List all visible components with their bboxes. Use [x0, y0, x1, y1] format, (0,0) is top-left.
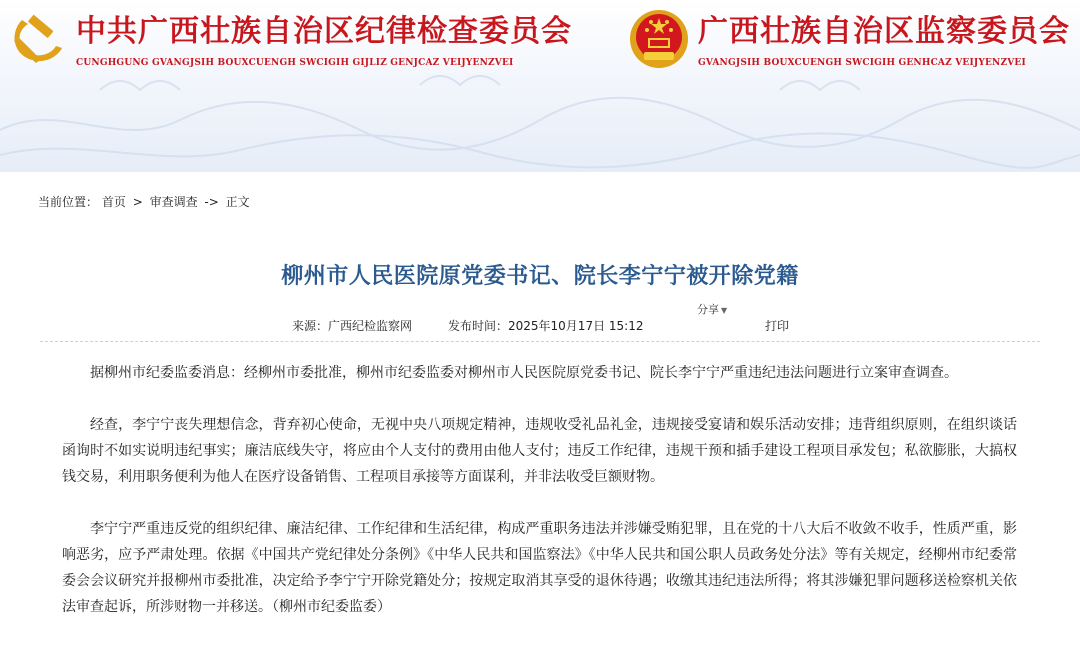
breadcrumb-section-link[interactable]: 审查调查	[149, 195, 198, 209]
supervisory-commission-subtitle: GVANGJSIH BOUXCUENGH SWCIGIH GENHCAZ VEIJYENZVEI	[698, 58, 1026, 68]
breadcrumb-separator: ->	[204, 195, 219, 209]
hammer-sickle-emblem-icon	[6, 8, 68, 70]
supervisory-commission-title: 广西壮族自治区监察委员会	[698, 14, 1070, 49]
breadcrumb	[38, 194, 250, 210]
article-body	[62, 412, 1017, 504]
article-title: 柳州市人民医院原党委书记、院长李宁宁被开除党籍	[281, 264, 799, 289]
share-label: 分享	[697, 303, 719, 316]
article-paragraph: 李宁宁严重违反党的组织纪律、廉洁纪律、工作纪律和生活纪律，构成严重职务违法并涉嫌受贿犯罪，且在党的十八大后不收敛不收手，性质严重，影响恶劣，应予严肃处理。依据《中国共产党纪律处分条例》《中华人民共和国监察法》《中华人民共和国公职人员政务处分法》等有关规定，经柳州市纪委常委会会议研究并报柳州市委批准，决定给予李宁宁开除党籍处分；按规定取消其享受的退休待遇；收缴其违纪违法所得；将其涉嫌犯罪问题移送检察机关依法审查起诉，所涉财物一并移送。（柳州市纪委监委）	[62, 521, 1017, 615]
cpc-commission-subtitle: CUNGHGUNG GVANGJSIH BOUXCUENGH SWCIGIH GIJLIZ GENJCAZ VEIJYENZVEI	[76, 58, 514, 68]
article-publish-date: 发布时间：2025年10月17日 15:12	[448, 319, 644, 333]
supervisory-commission-brand[interactable]	[628, 8, 1070, 70]
national-emblem-icon	[628, 8, 690, 70]
article-paragraph: 据柳州市纪委监委消息：经柳州市委批准，柳州市纪委监委对柳州市人民医院原党委书记、院长李宁宁严重违纪违法问题进行立案审查调查。	[90, 365, 958, 381]
cpc-commission-title: 中共广西壮族自治区纪律检查委员会	[76, 14, 572, 49]
site-banner	[0, 0, 1080, 172]
article-body	[62, 360, 1017, 400]
breadcrumb-home-link[interactable]: 首页	[101, 195, 126, 209]
cloud-pattern-decoration	[0, 60, 1080, 172]
article-body	[62, 516, 1017, 634]
cpc-discipline-commission-brand[interactable]	[6, 8, 572, 70]
breadcrumb-current: 正文	[225, 195, 250, 209]
breadcrumb-label: 当前位置：	[38, 195, 99, 209]
article-source: 来源：广西纪检监察网	[292, 319, 413, 333]
caret-down-icon: ▼	[721, 306, 728, 315]
header-divider	[40, 341, 1040, 342]
breadcrumb-separator: >	[132, 195, 143, 209]
article-paragraph: 经查，李宁宁丧失理想信念，背弃初心使命，无视中央八项规定精神，违规收受礼品礼金，违规接受宴请和娱乐活动安排；违背组织原则，在组织谈话函询时不如实说明违纪事实；廉洁底线失守，将应由个人支付的费用由他人支付；违反工作纪律，违规干预和插手建设工程项目承发包；私欲膨胀，大搞权钱交易，利用职务便利为他人在医疗设备销售、工程项目承接等方面谋利，并非法收受巨额财物。	[62, 417, 1017, 485]
print-button[interactable]: 打印	[765, 319, 790, 333]
share-button[interactable]	[697, 301, 727, 317]
